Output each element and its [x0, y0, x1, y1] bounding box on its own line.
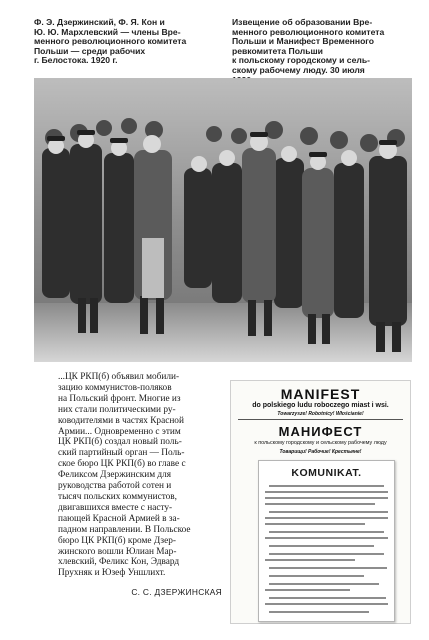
doc-slogan-russian: Товарищи! Рабочие! Крестьяне! [279, 449, 362, 455]
quote-text: ...ЦК РКП(б) объявил мобили- зацию коммунистов-поляков на Польский фронт. Многие из них стали политическими ру- ководителями в частях Красной Армии... Одновременно с этим ЦК РКП(б) создал новый поль- ский партийный орган — Поль- ское бюро ЦК РКП(б) во главе с Феликсом Дзержинским для руководства работой сотен и тысяч польских коммунистов, двигавшихся вместе с насту- пающей Красной Армией в за- падном направлении. В Польское бюро ЦК РКП(б) кроме Дзер- жинского вошли Юлиан Мар- хлевский, Феликс Кон, Эдвард Прухняк и Юзеф Уншлихт. [58, 372, 191, 579]
doc-subtitle-polish: do polskiego ludu roboczego miast i wsi. [252, 402, 389, 409]
doc-slogan-polish: Towarzysze! Robotnicy! Włościanie! [277, 411, 364, 417]
quote-author: С. С. ДЗЕРЖИНСКАЯ [131, 587, 222, 597]
komunikat-title: KOMUNIKAT. [291, 467, 362, 479]
doc-divider [238, 419, 403, 420]
doc-subtitle-russian: к польскому городскому и сельскому рабочему люду [254, 440, 387, 446]
document-caption-right: Извещение об образовании Вре- менного революционного комитета Польши и Манифест Временного ревкомитета Польши к польскому городскому и сель- скому рабочему люду. 30 июля [232, 17, 385, 75]
doc-title-polish: MANIFEST [280, 386, 361, 402]
doc-title-russian: МАНИФЕСТ [278, 424, 363, 439]
komunikat-sheet [258, 460, 395, 622]
photo-caption-left: Ф. Э. Дзержинский, Ф. Я. Кон и Ю. Ю. Мархлевский — члены Вре- менного революционного комитета Польши — среди рабочих г. Белостока. 1920 г. [34, 17, 187, 66]
manifesto-document-image [230, 380, 411, 624]
historical-group-photo [34, 78, 412, 362]
